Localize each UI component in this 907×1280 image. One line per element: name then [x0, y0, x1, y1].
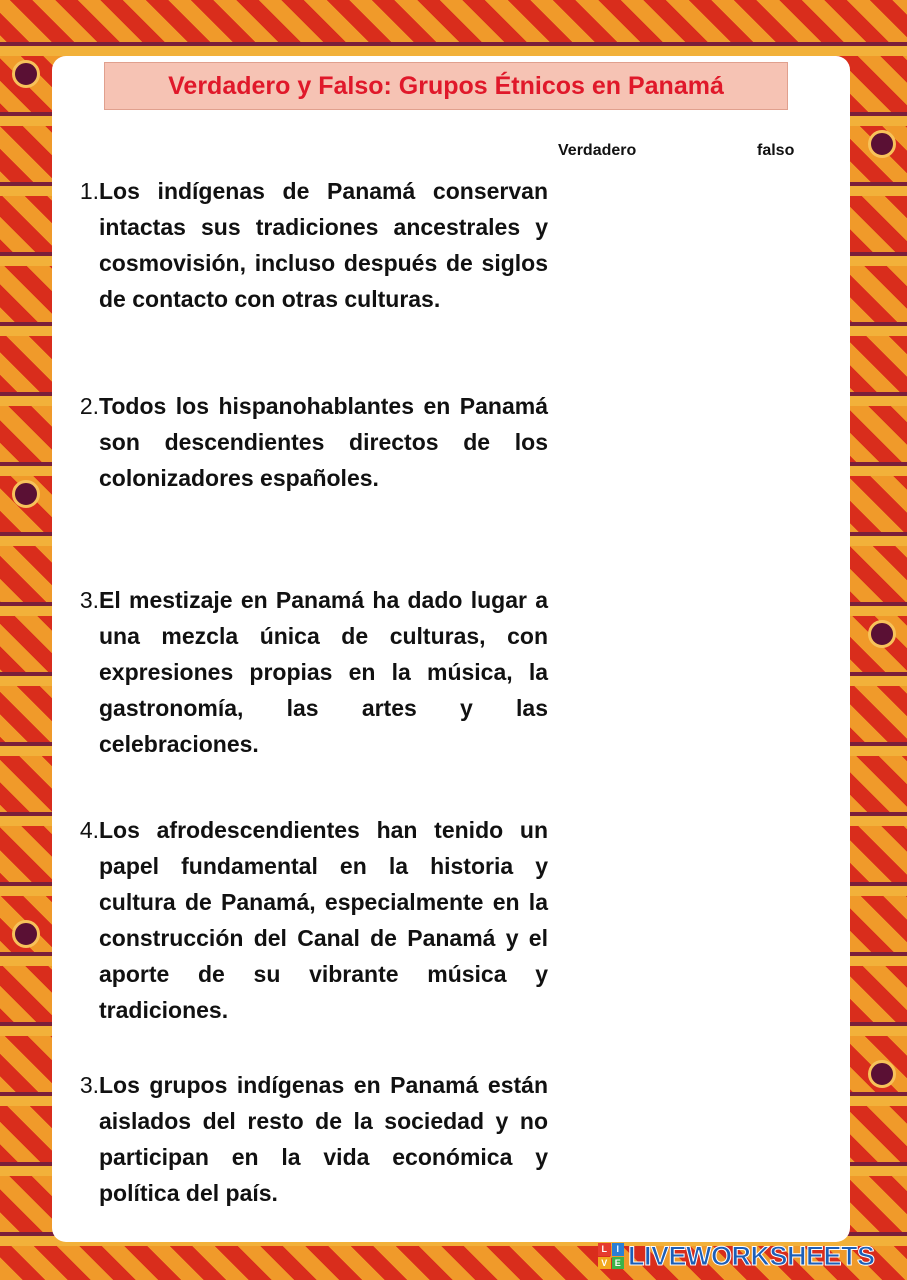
- question-text: Los indígenas de Panamá conservan intactas sus tradiciones ancestrales y cosmovisión, incluso después de siglos de contacto con otras culturas.: [99, 178, 548, 312]
- logo-text: LIVEWORKSHEETS: [628, 1240, 875, 1271]
- title-box: [104, 62, 788, 110]
- border-dot: [868, 130, 896, 158]
- question-item: [70, 388, 548, 496]
- question-number: 2.: [79, 393, 99, 419]
- question-item: [70, 582, 548, 762]
- question-item: [70, 173, 548, 317]
- question-number: 3.: [79, 587, 99, 613]
- border-dot: [12, 920, 40, 948]
- liveworksheets-logo: [598, 1240, 875, 1272]
- question-number: 1.: [79, 178, 99, 204]
- question-text: El mestizaje en Panamá ha dado lugar a una mezcla única de culturas, con expresiones propias en la música, la gastronomía, las artes y las celebraciones.: [99, 587, 548, 757]
- border-dot: [12, 480, 40, 508]
- question-text: Los grupos indígenas en Panamá están aislados del resto de la sociedad y no participan en la vida económica y política del país.: [99, 1072, 548, 1206]
- question-number: 4.: [79, 817, 99, 843]
- worksheet-title: Verdadero y Falso: Grupos Étnicos en Panamá: [168, 71, 724, 100]
- border-dot: [868, 620, 896, 648]
- worksheet-page: [52, 56, 850, 1242]
- true-column-header: Verdadero: [558, 142, 637, 159]
- false-column-header: falso: [757, 142, 795, 159]
- question-item: [70, 1067, 548, 1211]
- question-item: [70, 812, 548, 1028]
- border-dot: [868, 1060, 896, 1088]
- border-dot: [12, 60, 40, 88]
- logo-mark-icon: L I V E: [598, 1243, 624, 1269]
- question-number: 3.: [79, 1072, 99, 1098]
- question-text: Los afrodescendientes han tenido un papel fundamental en la historia y cultura de Panamá, especialmente en la construcción del Canal de Panamá y el aporte de su vibrante música y tradiciones.: [99, 817, 548, 1023]
- question-text: Todos los hispanohablantes en Panamá son descendientes directos de los colonizadores españoles.: [99, 393, 548, 491]
